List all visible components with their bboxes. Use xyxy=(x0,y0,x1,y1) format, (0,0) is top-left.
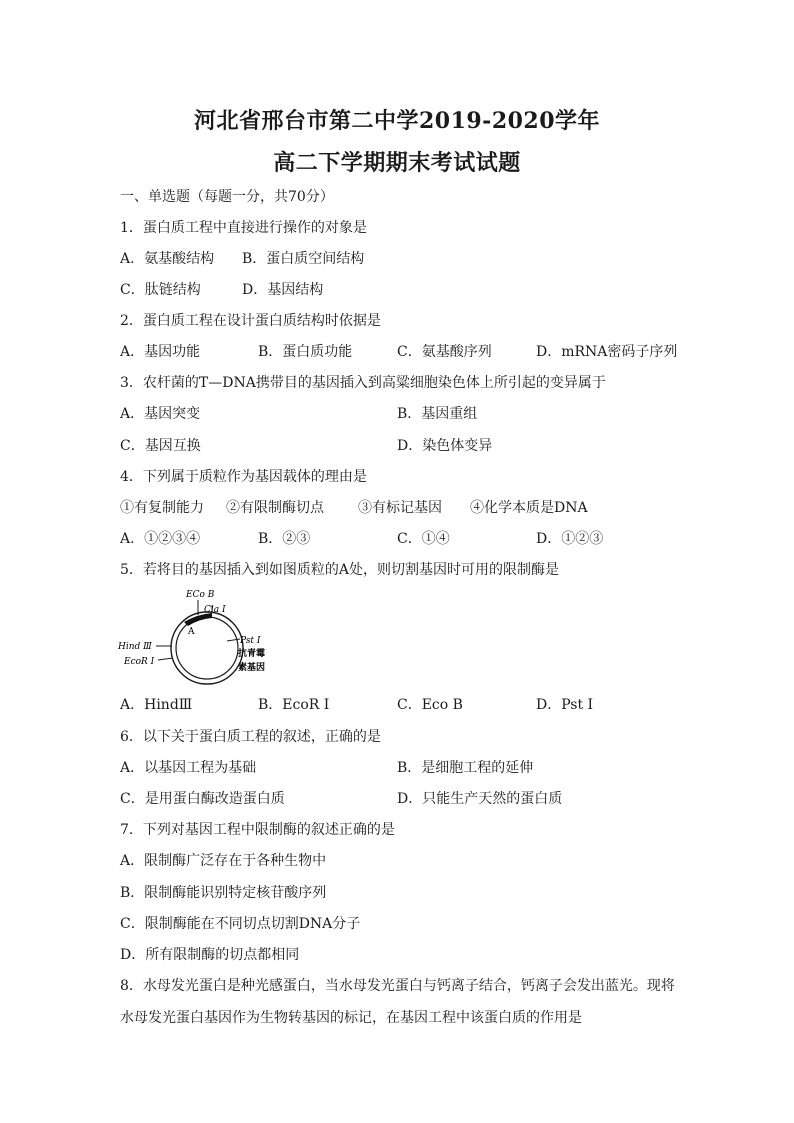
q4-item-2: ②有限制酶切点 xyxy=(226,500,324,516)
q2-option-d: D．mRNA密码子序列 xyxy=(536,344,678,360)
q8-stem-line1: 8．水母发光蛋白是种光感蛋白，当水母发光蛋白与钙离子结合，钙离子会发出蓝光。现将 xyxy=(120,978,675,994)
q6-option-b: B．是细胞工程的延伸 xyxy=(397,760,534,776)
q7-option-a: A．限制酶广泛存在于各种生物中 xyxy=(120,853,327,869)
q5-stem: 5．若将目的基因插入到如图质粒的A处，则切割基因时可用的限制酶是 xyxy=(120,562,560,578)
q3-stem: 3．农杆菌的T—DNA携带目的基因插入到高粱细胞染色体上所引起的变异属于 xyxy=(120,375,606,391)
label-eco-b: ECo B xyxy=(186,590,215,600)
q3-option-c: C．基因互换 xyxy=(120,438,201,454)
pst-pointer xyxy=(227,639,240,641)
q4-item-3: ③有标记基因 xyxy=(358,500,442,516)
q3-option-d: D．染色体变异 xyxy=(397,438,493,454)
q1-option-d: D．基因结构 xyxy=(242,282,324,298)
q4-option-b: B．②③ xyxy=(258,531,311,547)
q6-option-d: D．只能生产天然的蛋白质 xyxy=(397,791,563,807)
section-header: 一、单选题（每题一分，共70分） xyxy=(120,189,334,205)
q7-option-b: B．限制酶能识别特定核苷酸序列 xyxy=(120,885,327,901)
q5-option-c: C．Eco B xyxy=(397,697,463,713)
q6-option-c: C．是用蛋白酶改造蛋白质 xyxy=(120,791,285,807)
q1-option-a: A．氨基酸结构 xyxy=(120,251,215,267)
q4-item-1: ①有复制能力 xyxy=(120,500,204,516)
q4-option-c: C．①④ xyxy=(397,531,450,547)
q7-option-d: D．所有限制酶的切点都相同 xyxy=(120,947,300,963)
q5-option-b: B．EcoR Ⅰ xyxy=(258,697,330,713)
q2-option-c: C．氨基酸序列 xyxy=(397,344,492,360)
q7-stem: 7．下列对基因工程中限制酶的叙述正确的是 xyxy=(120,822,395,838)
q5-option-d: D．Pst Ⅰ xyxy=(536,697,594,713)
plasmid-diagram xyxy=(116,588,296,688)
label-pst: Pst Ⅰ xyxy=(240,636,261,646)
q1-option-c: C．肽链结构 xyxy=(120,282,201,298)
q4-stem: 4．下列属于质粒作为基因载体的理由是 xyxy=(120,469,367,485)
ecor-pointer xyxy=(158,658,173,660)
q2-option-a: A．基因功能 xyxy=(120,344,201,360)
label-gene-line1: 抗青霉 xyxy=(238,649,266,659)
q7-option-c: C．限制酶能在不同切点切割DNA分子 xyxy=(120,916,361,932)
q3-option-b: B．基因重组 xyxy=(397,406,478,422)
plasmid-inner-ring xyxy=(176,617,238,679)
q4-item-4: ④化学本质是DNA xyxy=(470,500,588,516)
q4-option-a: A．①②③④ xyxy=(120,531,201,547)
label-gene-line2: 素基因 xyxy=(238,663,266,673)
title-line2: 高二下学期期末考试试题 xyxy=(273,150,521,176)
label-hind: Hind Ⅲ xyxy=(118,642,152,652)
q5-option-a: A．HindⅢ xyxy=(120,697,193,713)
q2-stem: 2．蛋白质工程在设计蛋白质结构时依据是 xyxy=(120,313,381,329)
q6-option-a: A．以基因工程为基础 xyxy=(120,760,257,776)
q1-option-b: B．蛋白质空间结构 xyxy=(242,251,365,267)
title-line1: 河北省邢台市第二中学2019-2020学年 xyxy=(193,108,601,134)
label-ecor: EcoR Ⅰ xyxy=(124,657,155,667)
q3-option-a: A．基因突变 xyxy=(120,406,201,422)
q2-option-b: B．蛋白质功能 xyxy=(258,344,353,360)
q4-option-d: D．①②③ xyxy=(536,531,604,547)
q1-stem: 1．蛋白质工程中直接进行操作的对象是 xyxy=(120,220,367,236)
q6-stem: 6．以下关于蛋白质工程的叙述，正确的是 xyxy=(120,729,381,745)
label-a: A xyxy=(188,627,195,637)
q8-stem-line2: 水母发光蛋白基因作为生物转基因的标记，在基因工程中该蛋白质的作用是 xyxy=(120,1010,582,1026)
label-cla: Cla I xyxy=(204,605,226,615)
plasmid-outer-ring xyxy=(171,612,243,684)
